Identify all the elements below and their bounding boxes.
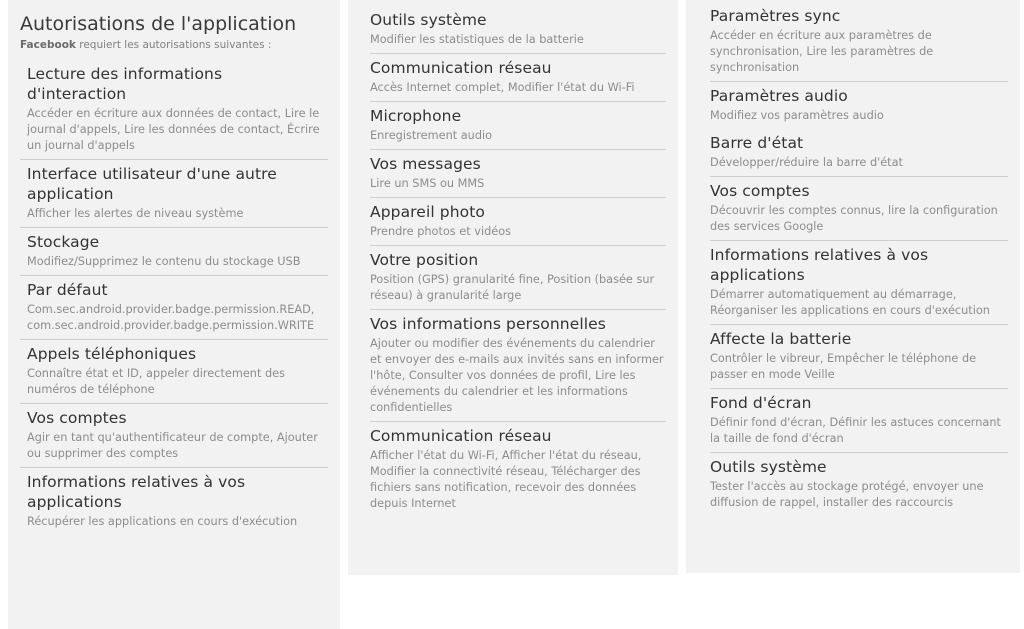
permission-desc: Afficher l'état du Wi-Fi, Afficher l'état du réseau, Modifier la connectivité réseau, Télécharger des fichiers sans notification, recevoir des données depuis Internet (370, 449, 642, 510)
permission-title: Microphone (370, 107, 462, 125)
permission-title: Barre d'état (710, 134, 804, 152)
permission-item[interactable] (370, 150, 666, 198)
permission-item[interactable] (20, 340, 328, 404)
page-title: Autorisations de l'application (20, 13, 297, 35)
permission-item[interactable] (370, 310, 666, 422)
permission-title: Lecture des informations d'interaction (27, 65, 223, 103)
permission-title: Stockage (27, 233, 100, 251)
permission-title: Interface utilisateur d'une autre application (27, 165, 277, 203)
permission-item[interactable] (370, 198, 666, 246)
permission-title: Appareil photo (370, 203, 485, 221)
permission-desc: Com.sec.android.provider.badge.permission.READ, com.sec.android.provider.badge.permission.WRITE (27, 303, 315, 332)
permission-title: Vos messages (370, 155, 481, 173)
permission-item[interactable] (710, 82, 1008, 129)
permissions-panel-3 (686, 0, 1020, 573)
permission-item[interactable] (370, 246, 666, 310)
permission-desc: Tester l'accès au stockage protégé, envoyer une diffusion de rappel, installer des raccourcis (710, 480, 984, 509)
permission-desc: Récupérer les applications en cours d'exécution (27, 515, 298, 528)
permission-item[interactable] (370, 54, 666, 102)
permission-item[interactable] (710, 177, 1008, 241)
permission-desc: Position (GPS) granularité fine, Position (basée sur réseau) à granularité large (370, 273, 655, 302)
permission-desc: Afficher les alertes de niveau système (27, 207, 244, 220)
permission-desc: Ajouter ou modifier des événements du calendrier et envoyer des e-mails aux invités sans en informer l'hôte, Consulter vos données de profil, Lire les événements du calendrier et les informations confidentielles (370, 337, 664, 414)
permission-title: Vos informations personnelles (370, 315, 606, 333)
permission-title: Affecte la batterie (710, 330, 852, 348)
permissions-panel-1 (8, 0, 340, 629)
permission-desc: Contrôler le vibreur, Empêcher le téléphone de passer en mode Veille (710, 352, 977, 381)
permission-item[interactable] (20, 60, 328, 160)
permission-desc: Enregistrement audio (370, 129, 493, 142)
permission-item[interactable] (710, 241, 1008, 325)
permission-item[interactable] (370, 6, 666, 54)
permission-item[interactable] (710, 453, 1008, 516)
permission-desc: Lire un SMS ou MMS (370, 177, 485, 190)
permission-desc: Découvrir les comptes connus, lire la configuration des services Google (710, 204, 998, 233)
permission-item[interactable] (710, 389, 1008, 453)
permission-desc: Agir en tant qu'authentificateur de compte, Ajouter ou supprimer des comptes (27, 431, 318, 460)
permission-desc: Prendre photos et vidéos (370, 225, 512, 238)
permission-item[interactable] (710, 325, 1008, 389)
permission-item[interactable] (370, 102, 666, 150)
permission-item[interactable] (710, 129, 1008, 177)
permission-desc: Modifier les statistiques de la batterie (370, 33, 584, 46)
permission-title: Paramètres sync (710, 7, 841, 25)
permission-title: Paramètres audio (710, 87, 848, 105)
subtitle-text: requiert les autorisations suivantes : (79, 39, 272, 51)
permission-desc: Modifiez vos paramètres audio (710, 109, 884, 122)
permission-desc: Accès Internet complet, Modifier l'état du Wi-Fi (370, 81, 635, 94)
permission-title: Informations relatives à vos applications (710, 246, 929, 284)
permission-item[interactable] (20, 276, 328, 340)
permission-title: Appels téléphoniques (27, 345, 197, 363)
permission-item[interactable] (370, 422, 666, 517)
permission-title: Outils système (370, 11, 487, 29)
app-name: Facebook (20, 39, 76, 51)
permission-item[interactable] (20, 404, 328, 468)
permission-title: Votre position (370, 251, 479, 269)
permission-desc: Démarrer automatiquement au démarrage, Réorganiser les applications en cours d'exécution (710, 288, 990, 317)
permission-title: Communication réseau (370, 59, 552, 77)
permission-item[interactable] (20, 160, 328, 228)
permission-title: Vos comptes (27, 409, 127, 427)
page-subtitle (20, 38, 328, 52)
permission-desc: Modifiez/Supprimez le contenu du stockage USB (27, 255, 301, 268)
permission-desc: Accéder en écriture aux données de contact, Lire le journal d'appels, Lire les données de contact, Écrire un journal d'appels (27, 107, 320, 152)
permission-desc: Connaître état et ID, appeler directement des numéros de téléphone (27, 367, 285, 396)
permission-item[interactable] (20, 468, 328, 535)
permissions-panel-2 (348, 0, 678, 575)
permission-title: Informations relatives à vos applications (27, 473, 246, 511)
permission-desc: Accéder en écriture aux paramètres de synchronisation, Lire les paramètres de synchronisation (710, 29, 934, 74)
permission-item[interactable] (20, 228, 328, 276)
permission-title: Communication réseau (370, 427, 552, 445)
permission-desc: Développer/réduire la barre d'état (710, 156, 903, 169)
permission-title: Fond d'écran (710, 394, 812, 412)
permission-item[interactable] (710, 2, 1008, 82)
permission-desc: Définir fond d'écran, Définir les astuces concernant la taille de fond d'écran (710, 416, 1001, 445)
permission-title: Outils système (710, 458, 827, 476)
permission-title: Par défaut (27, 281, 108, 299)
permission-title: Vos comptes (710, 182, 810, 200)
